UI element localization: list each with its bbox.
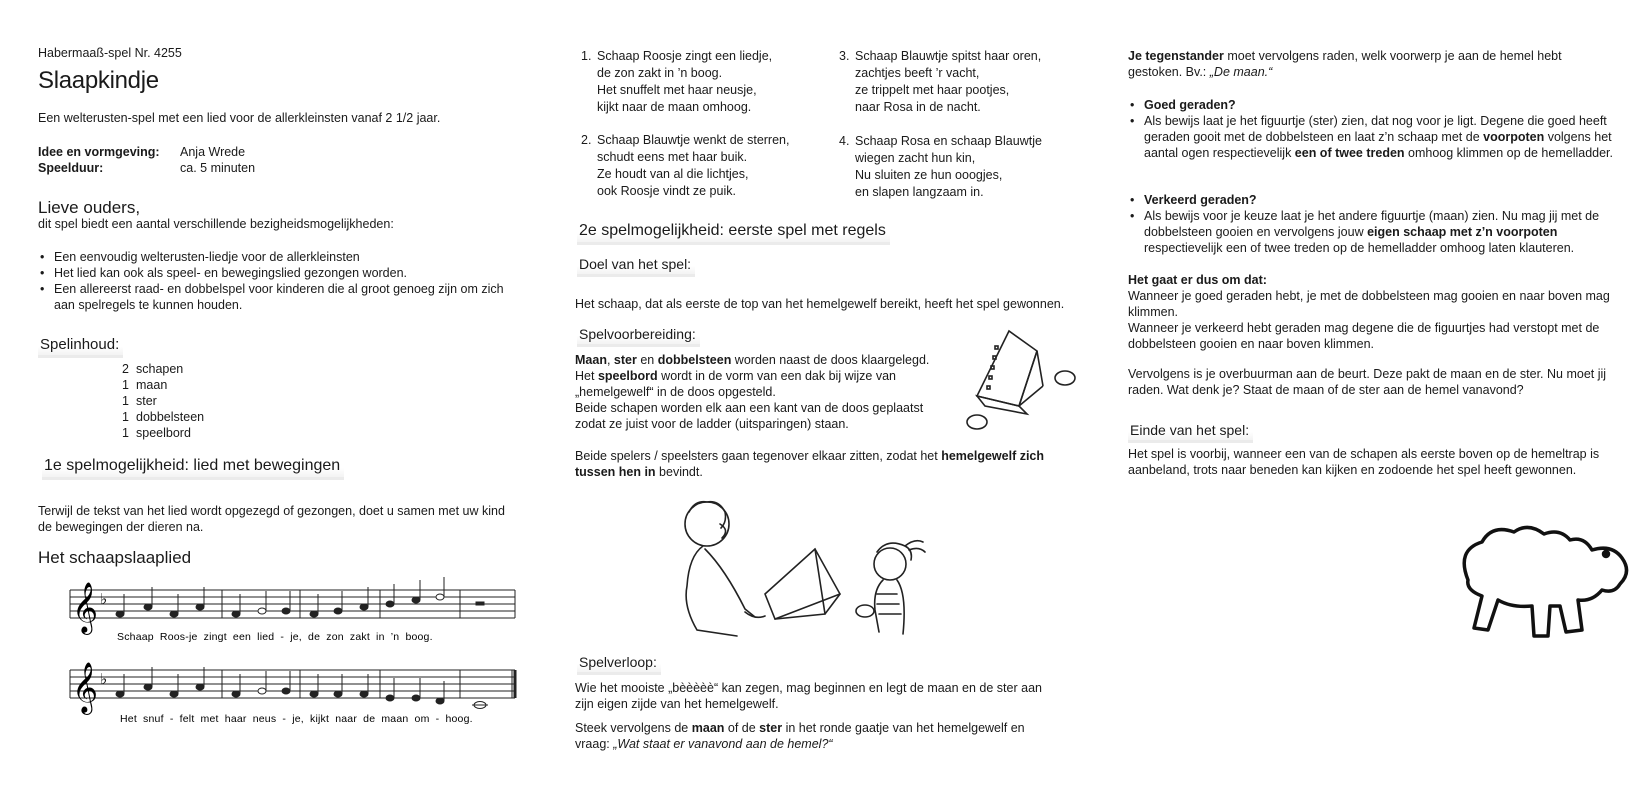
gameplay-heading: Spelverloop: xyxy=(577,654,661,675)
guess-intro: Je tegenstander moet vervolgens raden, welk voorwerp je aan de hemel hebt gestoken. Bv.: „De maan.“ xyxy=(1128,49,1562,79)
verse-2: 2. Schaap Blauwtje wenkt de sterren, schudt eens met haar buik. Ze houdt van al die lichtjes, ook Roosje vindt ze puik. xyxy=(581,133,790,198)
preparation-text-3: Beide spelers / speelsters gaan tegenover elkaar zitten, zodat het hemelgewelf zich tussen hen in bevindt. xyxy=(575,449,1045,479)
summary-text-1: Wanneer je goed geraden hebt, je met de dobbelsteen mag gooien en naar boven mag klimmen. xyxy=(1128,289,1610,319)
treble-clef-icon: 𝄞 xyxy=(72,582,99,633)
preparation-text-1: Maan, ster en dobbelsteen worden naast de doos klaargelegd. Het speelbord wordt in de vorm van een dak bij wijze van „hemelgewelf“ in de doos opgesteld. xyxy=(575,353,930,399)
contents-list xyxy=(122,361,204,441)
summary-heading: Het gaat er dus om dat: xyxy=(1128,273,1267,287)
section1-heading: 1e spelmogelijkheid: lied met bewegingen xyxy=(42,457,344,480)
summary-text-2: Wanneer je verkeerd hebt geraden mag degene die de figuurtjes had verstopt met de dobbelsteen gooien en naar boven klimmen. xyxy=(1128,321,1600,351)
credits xyxy=(38,144,255,176)
list-item: • Een eenvoudig welterusten-liedje voor de allerkleinsten xyxy=(38,249,518,265)
greeting-subtitle: dit spel biedt een aantal verschillende bezigheidsmogelijkheden: xyxy=(38,217,394,231)
header-product-number: Habermaaß-spel Nr. 4255 xyxy=(38,46,182,60)
greeting: Lieve ouders, xyxy=(38,198,141,217)
activities-list xyxy=(38,249,518,313)
contents-heading: Spelinhoud: xyxy=(38,336,123,358)
credit-label: Idee en vormgeving: xyxy=(38,145,160,159)
notes-2 xyxy=(116,667,488,709)
treble-clef-icon: 𝄞 xyxy=(72,662,99,713)
wrong-text: • Als bewijs voor je keuze laat je het andere figuurtje (maan) zien. Nu mag jij met de dobbelsteen gooien en vervolgens jouw eigen schaap met z’n voorpoten respectievelijk een of twee treden op de hemelladder omhoog laten klauteren. xyxy=(1128,208,1618,256)
verse-3: 3. Schaap Blauwtje spitst haar oren, zachtjes beeft ’r vacht, ze trippelt met haar pootjes, naar Rosa in de nacht. xyxy=(839,49,1042,114)
flat-sign-icon: ♭ xyxy=(100,590,108,608)
section2-heading: 2e spelmogelijkheid: eerste spel met regels xyxy=(577,222,890,245)
column-middle xyxy=(575,0,1075,800)
verse-1: 1. Schaap Roosje zingt een liedje, de zon zakt in ’n boog. Het snuffelt met haar neusje, kijkt naar de maan omhoog. xyxy=(581,49,773,114)
list-item: • Een allereerst raad- en dobbelspel voor kinderen die al groot genoeg zijn om zich aan spelregels te kunnen houden. xyxy=(38,281,518,313)
list-item: 1 maan xyxy=(122,378,168,392)
preparation-text-2: Beide schapen worden elk aan een kant van de doos geplaatst zodat ze juist voor de ladder (uitsparingen) staan. xyxy=(575,401,924,431)
correct-text: • Als bewijs laat je het figuurtje (ster) zien, dat nog voor je ligt. Degene die goed heeft geraden gooit met de dobbelsteen en laat z’n schaap met de voorpoten volgens het aantal ogen respectievelijk een of twee treden omhoog klimmen op de hemelladder. xyxy=(1128,113,1618,161)
next-turn-text: Vervolgens is je overbuurman aan de beurt. Deze pakt de maan en de ster. Nu moet jij raden. Wat denk je? Staat de maan of de ster aan de hemel vanavond? xyxy=(1128,367,1607,397)
summary xyxy=(1128,272,1618,352)
column-right xyxy=(1128,0,1628,800)
players-illustration xyxy=(665,494,965,644)
end-heading: Einde van het spel: xyxy=(1128,422,1253,443)
lyrics-line-2: Het snuf - felt met haar neus - je, kijkt naar de maan om - hoog. xyxy=(120,713,473,725)
sheet-music xyxy=(60,580,540,740)
staff-2 xyxy=(70,670,515,698)
list-item: 2 schapen xyxy=(122,362,184,376)
goal-text: Het schaap, dat als eerste de top van het hemelgewelf bereikt, heeft het spel gewonnen. xyxy=(575,297,1065,311)
list-item: • Het lied kan ook als speel- en bewegingslied gezongen worden. xyxy=(38,265,518,281)
list-item: 1 dobbelsteen xyxy=(122,410,205,424)
sheep-illustration xyxy=(1438,520,1638,660)
gameplay-text-2: Steek vervolgens de maan of de ster in het ronde gaatje van het hemelgewelf en vraag: „Wat staat er vanavond aan de hemel?“ xyxy=(575,721,1025,751)
credit-label: Speelduur: xyxy=(38,161,104,175)
guess-correct xyxy=(1128,97,1618,161)
staff-1 xyxy=(70,590,515,618)
end-text: Het spel is voorbij, wanneer een van de schapen als eerste boven op de hemeltrap is aanbeland, trots naar beneden kan kijken en zodoende het spel heeft gewonnen. xyxy=(1128,447,1600,477)
guess-wrong xyxy=(1128,192,1618,256)
list-item: 1 speelbord xyxy=(122,426,191,440)
flat-sign-icon: ♭ xyxy=(100,670,108,688)
page-title: Slaapkindje xyxy=(38,67,159,94)
intro-text: Een welterusten-spel met een lied voor de allerkleinsten vanaf 2 1/2 jaar. xyxy=(38,111,441,125)
correct-heading: Goed geraden? xyxy=(1144,98,1236,112)
wrong-heading: Verkeerd geraden? xyxy=(1144,193,1257,207)
credit-value: ca. 5 minuten xyxy=(180,161,256,175)
verse-4: 4. Schaap Rosa en schaap Blauwtje wiegen zacht hun kin, Nu sluiten ze hun ooogjes, en slapen langzaam in. xyxy=(839,134,1042,199)
lyrics-line-1: Schaap Roos-je zingt een lied - je, de zon zakt in ’n boog. xyxy=(117,631,433,643)
song-title: Het schaapslaaplied xyxy=(38,548,192,567)
game-box-illustration xyxy=(957,326,1077,436)
goal-heading: Doel van het spel: xyxy=(577,256,695,277)
gameplay-text-1: Wie het mooiste „bèèèèè“ kan zegen, mag beginnen en legt de maan en de ster aan zijn eigen zijde van het hemelgewelf. xyxy=(575,681,1042,711)
section1-text: Terwijl de tekst van het lied wordt opgezegd of gezongen, doet u samen met uw kind de bewegingen der dieren na. xyxy=(38,504,505,534)
list-item: 1 ster xyxy=(122,394,157,408)
column-left xyxy=(38,0,538,800)
preparation-heading: Spelvoorbereiding: xyxy=(577,326,700,347)
credit-value: Anja Wrede xyxy=(180,145,246,159)
